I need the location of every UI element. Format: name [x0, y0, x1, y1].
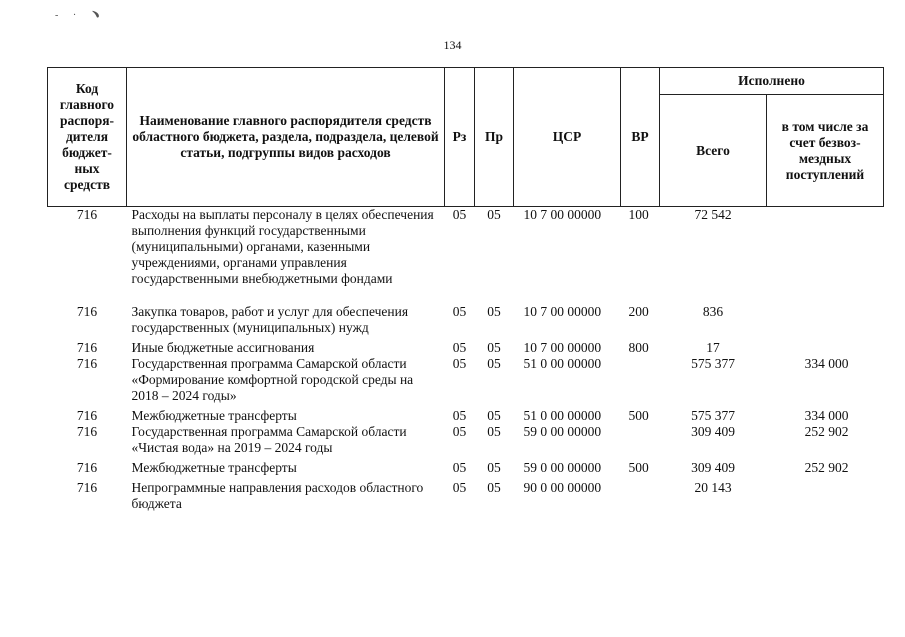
- cell-free: 334 000: [804, 356, 849, 371]
- cell-rz: 05: [452, 304, 467, 319]
- table-header: [48, 68, 884, 207]
- cell-code: 716: [76, 408, 98, 423]
- cell-pr: 05: [487, 408, 501, 423]
- cell-csr: 59 0 00 00000: [523, 460, 602, 475]
- budget-table: [47, 67, 884, 512]
- cell-rz: 05: [452, 356, 467, 371]
- cell-vr: 100: [628, 207, 649, 222]
- cell-vr: 500: [628, 460, 649, 475]
- cell-name: Иные бюджетные ассигнования: [131, 340, 315, 355]
- cell-free: 334 000: [804, 408, 849, 423]
- page-number: 134: [443, 38, 462, 52]
- header-rz: Рз: [445, 68, 475, 207]
- cell-csr: 10 7 00 00000: [523, 304, 602, 319]
- cell-pr: 05: [487, 340, 501, 355]
- scan-marks: ‐ · ﹅: [55, 10, 107, 21]
- table-row: [48, 460, 884, 480]
- cell-total: 309 409: [691, 424, 735, 439]
- table-row: [48, 408, 884, 424]
- header-name: Наименование главного распорядителя средств областного бюджета, раздела, подраздела, целевой статьи, подгруппы видов расходов: [127, 68, 445, 207]
- cell-csr: 51 0 00 00000: [523, 356, 602, 371]
- cell-rz: 05: [452, 207, 467, 222]
- cell-name: Государственная программа Самарской области «Формирование комфортной городской среды на 2018 – 2024 годы»: [131, 356, 414, 403]
- cell-rz: 05: [452, 340, 467, 355]
- cell-name: Непрограммные направления расходов областного бюджета: [131, 480, 424, 511]
- cell-code: 716: [76, 304, 98, 319]
- cell-code: 716: [76, 460, 98, 475]
- header-vr: ВР: [621, 68, 660, 207]
- table-row: [48, 480, 884, 512]
- cell-vr: 500: [628, 408, 649, 423]
- cell-vr: [621, 480, 660, 512]
- cell-rz: 05: [452, 480, 467, 495]
- cell-total: 575 377: [691, 356, 735, 371]
- header-total: Всего: [660, 95, 767, 207]
- cell-free: 252 902: [804, 460, 849, 475]
- table-row: [48, 207, 884, 305]
- cell-name: Закупка товаров, работ и услуг для обеспечения государственных (муниципальных) нужд: [131, 304, 409, 335]
- cell-code: 716: [76, 424, 98, 439]
- cell-total: 836: [702, 304, 724, 319]
- cell-vr: [621, 356, 660, 408]
- cell-total: 17: [706, 340, 720, 355]
- cell-csr: 51 0 00 00000: [523, 408, 602, 423]
- cell-name: Межбюджетные трансферты: [131, 408, 297, 423]
- cell-rz: 05: [452, 424, 467, 439]
- cell-free: 252 902: [804, 424, 849, 439]
- cell-code: 716: [76, 480, 98, 495]
- cell-vr: 800: [628, 340, 649, 355]
- cell-pr: 05: [487, 207, 501, 222]
- cell-rz: 05: [452, 408, 467, 423]
- cell-free: [767, 304, 884, 340]
- cell-code: 716: [76, 356, 98, 371]
- header-executed: Исполнено: [660, 68, 884, 95]
- cell-csr: 90 0 00 00000: [523, 480, 602, 495]
- cell-free: [767, 480, 884, 512]
- cell-total: 72 542: [694, 207, 732, 222]
- table-body: [48, 207, 884, 513]
- header-code: Код главного распоря-дителя бюджет-ных средств: [48, 68, 127, 207]
- cell-total: 309 409: [691, 460, 735, 475]
- cell-code: 716: [76, 340, 98, 355]
- cell-vr: [621, 424, 660, 460]
- cell-code: 716: [76, 207, 98, 222]
- cell-name: Межбюджетные трансферты: [131, 460, 297, 475]
- cell-total: 575 377: [691, 408, 735, 423]
- cell-name: Государственная программа Самарской области «Чистая вода» на 2019 – 2024 годы: [131, 424, 407, 455]
- cell-vr: 200: [628, 304, 649, 319]
- table-row: [48, 356, 884, 408]
- cell-csr: 10 7 00 00000: [523, 207, 602, 222]
- cell-pr: 05: [487, 424, 501, 439]
- cell-total: 20 143: [694, 480, 732, 495]
- cell-csr: 10 7 00 00000: [523, 340, 602, 355]
- table-row: [48, 340, 884, 356]
- cell-free: [767, 340, 884, 356]
- cell-name: Расходы на выплаты персоналу в целях обеспечения выполнения функций государственными (муниципальными) органами, казенными учреждениями, органами управления государственными внебюджетными фондами: [131, 207, 434, 286]
- cell-csr: 59 0 00 00000: [523, 424, 602, 439]
- table-row: [48, 424, 884, 460]
- header-csr: ЦСР: [514, 68, 621, 207]
- table-row: [48, 304, 884, 340]
- header-pr: Пр: [475, 68, 514, 207]
- cell-free: [767, 207, 884, 305]
- cell-pr: 05: [487, 304, 501, 319]
- cell-rz: 05: [452, 460, 467, 475]
- cell-pr: 05: [487, 356, 501, 371]
- cell-pr: 05: [487, 460, 501, 475]
- cell-pr: 05: [487, 480, 501, 495]
- header-free: в том числе за счет безвоз-мездных поступлений: [767, 95, 884, 207]
